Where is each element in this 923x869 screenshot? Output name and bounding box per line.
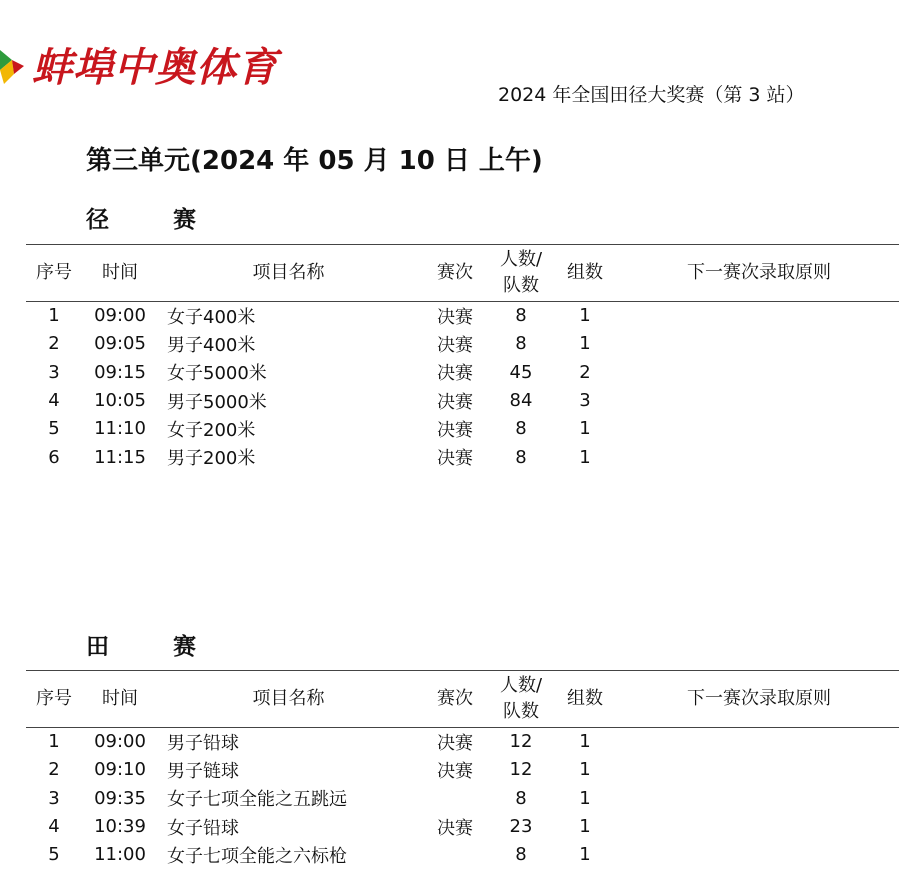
cell-no: 1 <box>48 305 60 327</box>
brand-logo <box>0 30 300 100</box>
cell-name: 女子七项全能之五跳远 <box>167 789 347 811</box>
cell-count: 8 <box>515 844 527 866</box>
cell-rule <box>619 386 899 414</box>
table-row <box>26 841 899 869</box>
cell-groups: 1 <box>579 844 591 866</box>
table-row <box>26 443 899 471</box>
field-section-title: 田 赛 <box>86 634 225 660</box>
cell-name: 男子200米 <box>167 448 256 470</box>
cell-name: 男子铅球 <box>167 732 239 754</box>
table-row <box>26 358 899 386</box>
cell-rule <box>619 756 899 784</box>
cell-round: 决赛 <box>437 391 473 413</box>
col-header-no: 序号 <box>26 245 82 302</box>
cell-name: 男子5000米 <box>167 391 267 413</box>
cell-count: 8 <box>515 787 527 809</box>
cell-count: 12 <box>509 731 533 753</box>
cell-round: 决赛 <box>437 817 473 839</box>
cell-no: 5 <box>48 418 60 440</box>
cell-rule <box>619 841 899 869</box>
cell-name: 男子400米 <box>167 334 256 356</box>
cell-time: 11:00 <box>94 844 146 866</box>
col-header-no: 序号 <box>26 671 82 728</box>
cell-rule <box>619 812 899 840</box>
col-header-count-line2: 队数 <box>503 701 539 722</box>
col-header-count-line1: 人数/ <box>499 249 543 270</box>
cell-time: 10:39 <box>94 816 146 838</box>
cell-rule <box>619 784 899 812</box>
col-header-time: 时间 <box>82 671 158 728</box>
cell-round <box>419 841 491 869</box>
table-header-row <box>26 245 899 302</box>
logo-text: 蚌埠中奥体育 <box>32 44 278 91</box>
table-row <box>26 728 899 756</box>
cell-round: 决赛 <box>437 448 473 470</box>
track-schedule-table <box>26 244 899 471</box>
cell-groups: 1 <box>579 333 591 355</box>
cell-count: 45 <box>509 361 533 383</box>
cell-count: 23 <box>509 816 533 838</box>
table-row <box>26 386 899 414</box>
cell-time: 10:05 <box>94 390 146 412</box>
cell-round: 决赛 <box>437 363 473 385</box>
cell-rule <box>619 443 899 471</box>
cell-rule <box>619 415 899 443</box>
track-section-title: 径 赛 <box>86 207 225 233</box>
col-header-time: 时间 <box>82 245 158 302</box>
unit-title: 第三单元(2024 年 05 月 10 日 上午) <box>86 146 543 176</box>
col-header-count-line1: 人数/ <box>499 675 543 696</box>
cell-no: 3 <box>48 361 60 383</box>
cell-no: 3 <box>48 787 60 809</box>
cell-groups: 1 <box>579 446 591 468</box>
col-header-count <box>491 245 551 302</box>
cell-time: 09:15 <box>94 361 146 383</box>
col-header-rule: 下一赛次录取原则 <box>619 245 899 302</box>
col-header-name: 项目名称 <box>158 671 419 728</box>
cell-name: 女子200米 <box>167 419 256 441</box>
table-row <box>26 302 899 330</box>
table-row <box>26 415 899 443</box>
field-schedule-table <box>26 670 899 869</box>
cell-round: 决赛 <box>437 419 473 441</box>
cell-time: 09:00 <box>94 731 146 753</box>
cell-name: 男子链球 <box>167 760 239 782</box>
cell-round: 决赛 <box>437 760 473 782</box>
cell-rule <box>619 330 899 358</box>
table-row <box>26 784 899 812</box>
cell-rule <box>619 302 899 330</box>
cell-name: 女子400米 <box>167 306 256 328</box>
cell-time: 11:15 <box>94 446 146 468</box>
cell-rule <box>619 728 899 756</box>
table-row <box>26 812 899 840</box>
event-title: 2024 年全国田径大奖赛（第 3 站） <box>498 84 805 106</box>
cell-no: 1 <box>48 731 60 753</box>
cell-groups: 3 <box>579 390 591 412</box>
cell-rule <box>619 358 899 386</box>
col-header-groups: 组数 <box>551 671 619 728</box>
cell-groups: 1 <box>579 731 591 753</box>
cell-time: 09:35 <box>94 787 146 809</box>
cell-no: 2 <box>48 333 60 355</box>
table-row <box>26 330 899 358</box>
cell-no: 4 <box>48 816 60 838</box>
cell-name: 女子七项全能之六标枪 <box>167 845 347 867</box>
col-header-round: 赛次 <box>419 671 491 728</box>
cell-round <box>419 784 491 812</box>
cell-time: 09:05 <box>94 333 146 355</box>
cell-count: 8 <box>515 418 527 440</box>
cell-time: 11:10 <box>94 418 146 440</box>
col-header-name: 项目名称 <box>158 245 419 302</box>
cell-count: 8 <box>515 305 527 327</box>
cell-round: 决赛 <box>437 732 473 754</box>
col-header-count <box>491 671 551 728</box>
cell-count: 12 <box>509 759 533 781</box>
cell-count: 84 <box>509 390 533 412</box>
col-header-count-line2: 队数 <box>503 275 539 296</box>
col-header-round: 赛次 <box>419 245 491 302</box>
cell-no: 6 <box>48 446 60 468</box>
cell-groups: 1 <box>579 787 591 809</box>
cell-time: 09:10 <box>94 759 146 781</box>
cell-time: 09:00 <box>94 305 146 327</box>
cell-round: 决赛 <box>437 334 473 356</box>
col-header-rule: 下一赛次录取原则 <box>619 671 899 728</box>
col-header-groups: 组数 <box>551 245 619 302</box>
cell-count: 8 <box>515 333 527 355</box>
cell-groups: 1 <box>579 305 591 327</box>
cell-no: 4 <box>48 390 60 412</box>
logo-mark-icon <box>0 46 30 86</box>
cell-no: 5 <box>48 844 60 866</box>
table-row <box>26 756 899 784</box>
cell-groups: 2 <box>579 361 591 383</box>
cell-no: 2 <box>48 759 60 781</box>
cell-name: 女子铅球 <box>167 817 239 839</box>
table-header-row <box>26 671 899 728</box>
cell-groups: 1 <box>579 759 591 781</box>
cell-groups: 1 <box>579 816 591 838</box>
cell-groups: 1 <box>579 418 591 440</box>
cell-round: 决赛 <box>437 306 473 328</box>
cell-name: 女子5000米 <box>167 363 267 385</box>
cell-count: 8 <box>515 446 527 468</box>
